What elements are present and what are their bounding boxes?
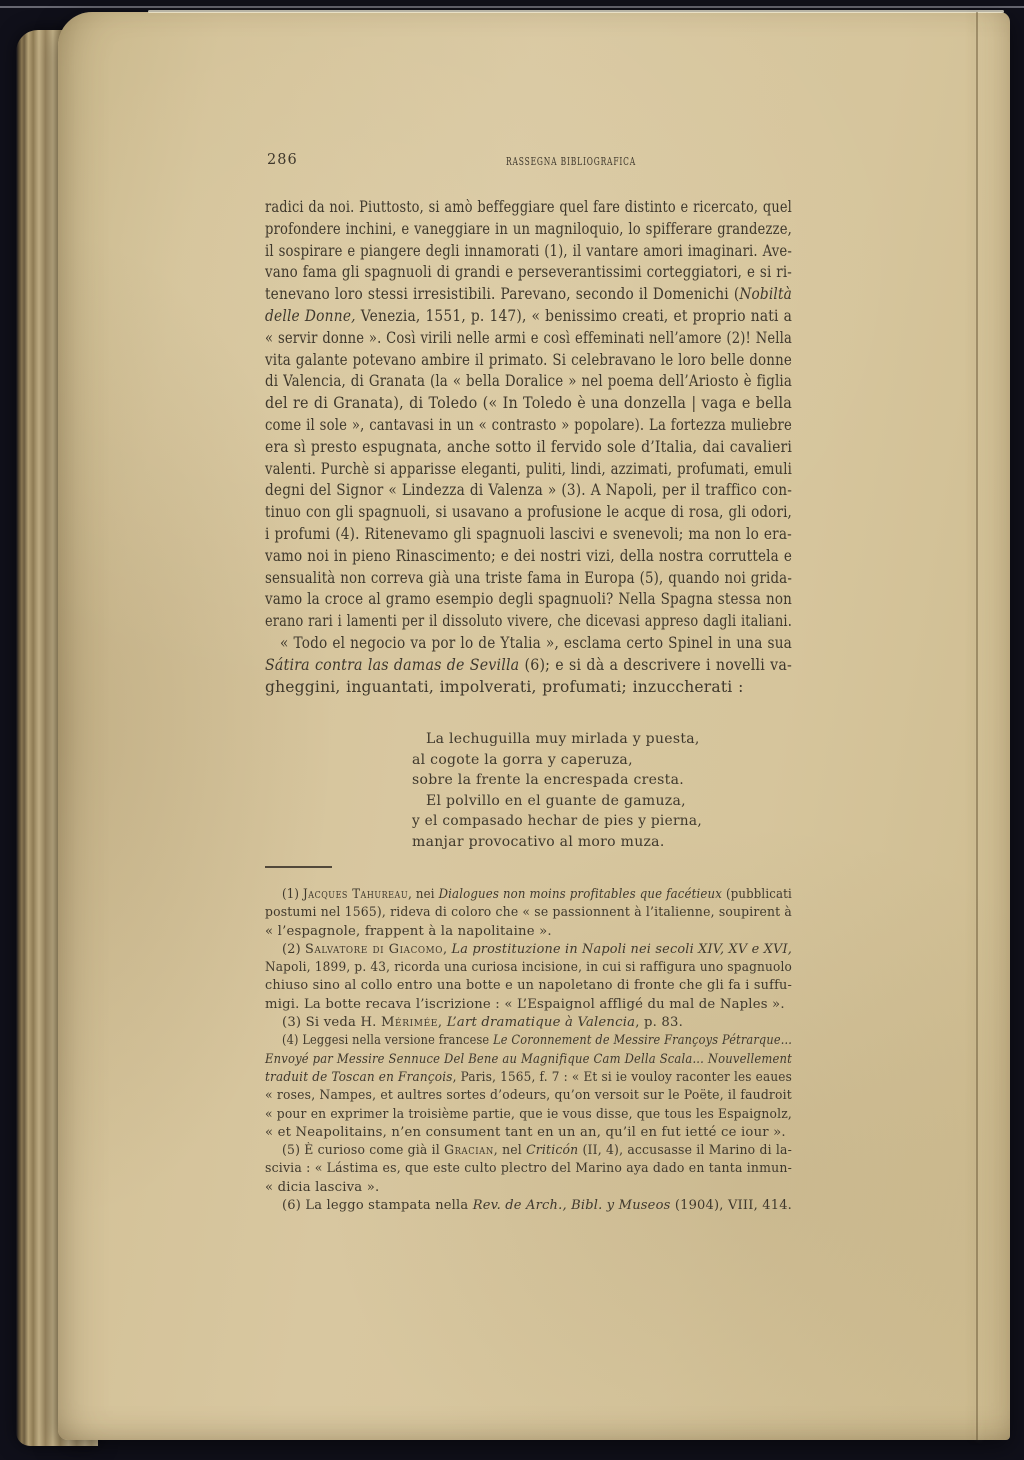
text-line: « servir donne ». Così virili nelle armi e così effeminati nell’amore (2)! Nella	[265, 328, 792, 347]
book-page	[58, 12, 1010, 1440]
footnotes	[265, 886, 792, 1215]
text-line: migi. La botte recava l’iscrizione : « L’Espaignol affligé du mal de Naples ».	[265, 996, 785, 1012]
text-line: y el compasado hechar de pies y pierna,	[412, 813, 703, 830]
footnote-separator	[265, 866, 332, 868]
text-line: Sátira contra las damas de Sevilla (6); e si dà a descrivere i novelli va-	[265, 655, 792, 674]
text-line: erano rari i lamenti per il dissoluto vivere, che dicevasi appreso dagli italiani.	[265, 612, 792, 631]
text-line: « l’espagnole, frappent à la napolitaine ».	[265, 923, 552, 939]
text-line: del re di Granata), di Toledo (« In Toledo è una donzella | vaga e bella	[265, 394, 792, 413]
text-line: vano fama gli spagnuoli di grandi e perseverantissimi corteggiatori, e si ri-	[265, 263, 792, 282]
page-crease	[976, 12, 978, 1440]
text-line: scivia : « Lástima es, que este culto plectro del Marino aya dado en tanta inmun-	[265, 1161, 793, 1177]
text-line: profondere inchini, e vaneggiare in un magniloquio, lo spifferare grandezze,	[265, 219, 792, 238]
text-line: delle Donne, Venezia, 1551, p. 147), « benissimo creati, et proprio nati a	[265, 306, 793, 325]
body-text	[265, 197, 792, 698]
text-line: manjar provocativo al moro muza.	[412, 833, 665, 850]
text-line: « Todo el negocio va por lo de Ytalia », esclama certo Spinel in una sua	[280, 633, 792, 652]
page-header	[265, 152, 792, 174]
text-line: « et Neapolitains, n’en consument tant en un an, qu’il en fut ietté ce iour ».	[265, 1124, 786, 1140]
text-line: Napoli, 1899, p. 43, ricorda una curiosa incisione, in cui si raffigura uno spagnuolo	[265, 960, 793, 976]
text-line: era sì presto espugnata, anche sotto il fervido sole d’Italia, dai cavalieri	[265, 437, 793, 456]
text-line: La lechuguilla muy mirlada y puesta,	[426, 731, 700, 747]
text-line: (4) Leggesi nella versione francese Le Coronnement de Messire Françoys Pétrarque...	[282, 1033, 793, 1049]
scan-edge-line	[0, 6, 1024, 8]
text-line: al cogote la gorra y caperuza,	[412, 751, 633, 768]
text-line: sensualità non correva già una triste fama in Europa (5), quando noi grida-	[265, 568, 793, 587]
text-line: (1) Jacques Tahureau, nei Dialogues non moins profitables que facétieux (pubblicati	[282, 887, 792, 902]
text-line: vita galante potevano ambire il primato. Si celebravano le loro belle donne	[265, 350, 793, 369]
text-line: radici da noi. Piuttosto, si amò beffeggiare quel fare distinto e ricercato, quel	[265, 198, 792, 216]
text-line: « roses, Nampes, et aultres sortes d’odeurs, qu’on versoit sur le Poëte, il faudroit	[265, 1088, 792, 1104]
text-line: postumi nel 1565), rideva di coloro che « se passionnent à l’italienne, soupirent à	[265, 905, 792, 921]
text-line: come il sole », cantavasi in un « contrasto » popolare). La fortezza muliebre	[265, 415, 793, 434]
page-number: 286	[267, 152, 298, 168]
text-line: chiuso sino al collo entro una botte e un napoletano di fronte che gli fa i suffu-	[265, 978, 793, 994]
text-line: i profumi (4). Ritenevamo gli spagnuoli lascivi e svenevoli; ma non lo era-	[265, 524, 792, 543]
text-line: (5) È curioso come già il Gracian, nel Criticón (II, 4), accusasse il Marino di la-	[282, 1143, 792, 1159]
text-line: vamo la croce al gramo esempio degli spagnuoli? Nella Spagna stessa non	[265, 590, 792, 609]
verse-block	[412, 729, 709, 853]
text-line: gheggini, inguantati, impolverati, profumati; inzuccherati :	[265, 677, 744, 696]
text-line: Envoyé par Messire Sennuce Del Bene au Magnifique Cam Della Scala... Nouvellement	[265, 1051, 792, 1067]
text-line: El polvillo en el guante de gamuza,	[426, 792, 686, 809]
text-line: traduit de Toscan en François, Paris, 1565, f. 7 : « Et si ie vouloy raconter les eaues	[265, 1069, 792, 1085]
text-line: degni del Signor « Lindezza di Valenza » (3). A Napoli, per il traffico con-	[265, 481, 792, 500]
text-line: sobre la frente la encrespada cresta.	[412, 772, 684, 789]
text-line: valenti. Purchè si apparisse eleganti, puliti, lindi, azzimati, profumati, emuli	[265, 459, 793, 478]
text-line: tenevano loro stessi irresistibili. Parevano, secondo il Domenichi (Nobiltà	[265, 285, 792, 304]
text-line: « pour en exprimer la troisième partie, que ie vous disse, que tous les Espaignolz,	[265, 1106, 792, 1122]
running-title: RASSEGNA BIBLIOGRAFICA	[506, 155, 637, 168]
text-line: (2) Salvatore di Giacomo, La prostituzione in Napoli nei secoli XIV, XV e XVI,	[282, 941, 793, 957]
text-line: vamo noi in pieno Rinascimento; e dei nostri vizi, della nostra corruttela e	[265, 546, 792, 565]
text-line: il sospirare e piangere degli innamorati (1), il vantare amori imaginari. Ave-	[265, 241, 793, 260]
text-line: (3) Si veda H. Mérimée, L’art dramatique à Valencia, p. 83.	[282, 1015, 683, 1031]
text-line: di Valencia, di Granata (la « bella Doralice » nel poema dell’Ariosto è figlia	[265, 372, 793, 391]
text-line: tinuo con gli spagnuoli, si usavano a profusione le acque di rosa, gli odori,	[265, 503, 793, 522]
text-line: « dicia lasciva ».	[265, 1179, 380, 1195]
text-line: (6) La leggo stampata nella Rev. de Arch., Bibl. y Museos (1904), VIII, 414.	[282, 1198, 793, 1214]
